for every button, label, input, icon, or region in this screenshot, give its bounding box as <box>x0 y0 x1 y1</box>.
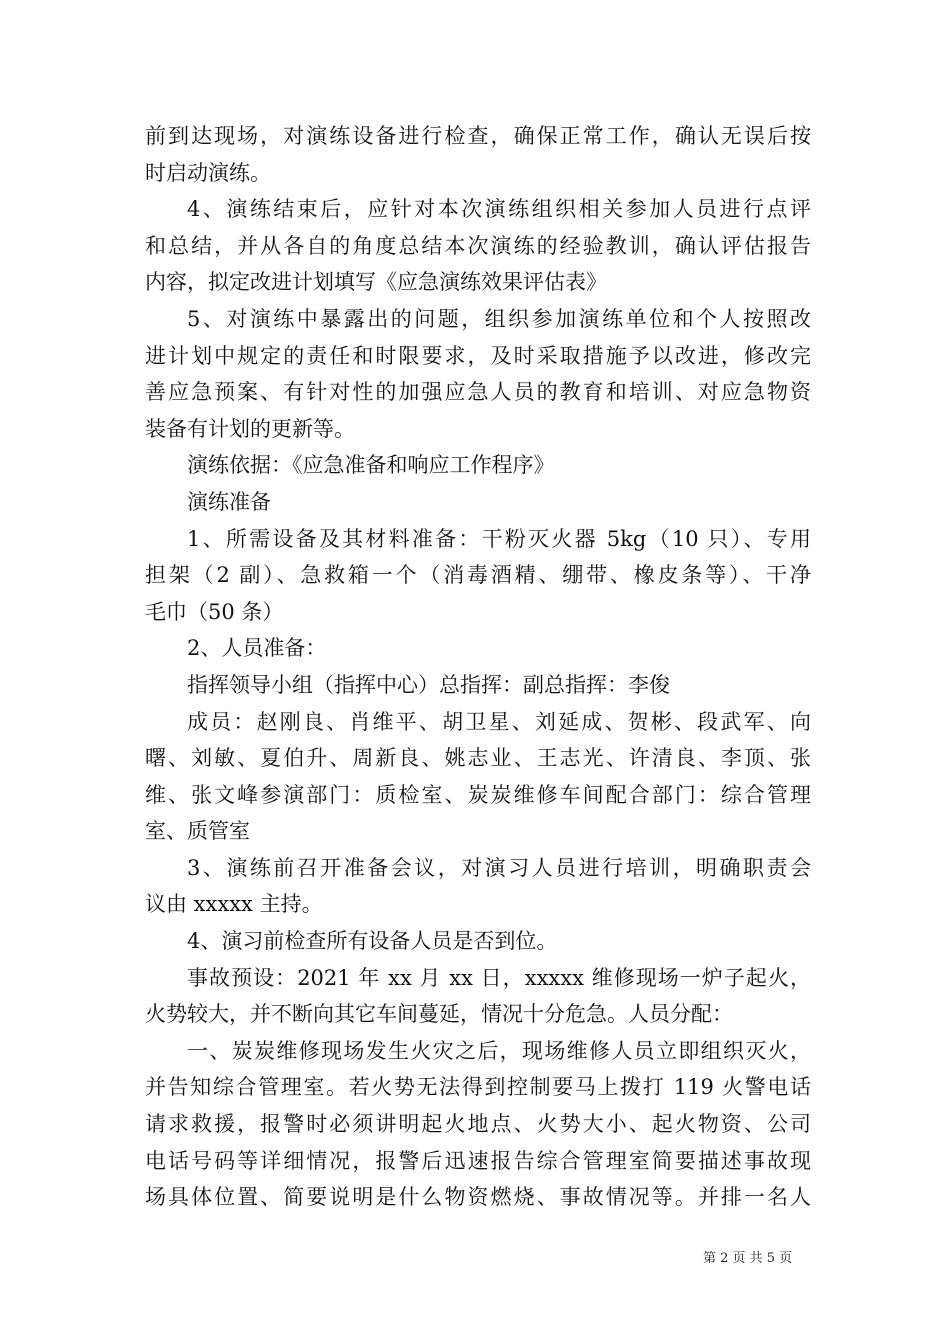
text-line: 请求救援，报警时必须讲明起火地点、火势大小、起火物资、公司 <box>145 1112 811 1137</box>
text-line: 装备有计划的更新等。 <box>145 416 355 441</box>
text-line: 指挥领导小组（指挥中心）总指挥：副总指挥：李俊 <box>187 672 670 697</box>
text-line: 和总结，并从各自的角度总结本次演练的经验教训，确认评估报告 <box>145 233 811 258</box>
text-line: 场具体位置、简要说明是什么物资燃烧、事故情况等。并排一名人 <box>145 1185 811 1210</box>
text-line: 议由 xxxxx 主持。 <box>145 892 323 917</box>
text-line: 担架（2 副）、急救箱一个（消毒酒精、绷带、橡皮条等）、干净 <box>145 563 811 588</box>
text-line: 2、人员准备： <box>187 636 327 661</box>
text-line: 4、演习前检查所有设备人员是否到位。 <box>187 929 558 954</box>
page-indicator: 第 2 页 共 5 页 <box>703 1251 793 1266</box>
text-line: 善应急预案、有针对性的加强应急人员的教育和培训、对应急物资 <box>145 380 811 405</box>
text-line: 4、演练结束后，应针对本次演练组织相关参加人员进行点评 <box>187 197 811 222</box>
text-line: 室、质管室 <box>145 819 250 844</box>
text-line: 5、对演练中暴露出的问题，组织参加演练单位和个人按照改 <box>187 306 811 331</box>
section-heading: 演练准备 <box>187 489 271 514</box>
text-line: 内容，拟定改进计划填写《应急演练效果评估表》 <box>145 270 607 295</box>
text-line: 演练依据：《应急准备和响应工作程序》 <box>187 453 555 478</box>
text-line: 火势较大，并不断向其它车间蔓延，情况十分危急。人员分配： <box>145 1002 733 1027</box>
text-line: 电话号码等详细情况，报警后迅速报告综合管理室简要描述事故现 <box>145 1148 811 1173</box>
text-line: 时启动演练。 <box>145 160 271 185</box>
text-line: 进计划中规定的责任和时限要求，及时采取措施予以改进，修改完 <box>145 343 811 368</box>
text-line: 一、炭炭维修现场发生火灾之后，现场维修人员立即组织灭火， <box>187 1038 811 1063</box>
text-line: 成员：赵刚良、肖维平、胡卫星、刘延成、贺彬、段武军、向 <box>187 709 811 734</box>
text-line: 并告知综合管理室。若火势无法得到控制要马上拨打 119 火警电话 <box>145 1075 811 1100</box>
text-line: 曙、刘敏、夏伯升、周新良、姚志业、王志光、许清良、李顶、张 <box>145 746 811 771</box>
text-line: 前到达现场，对演练设备进行检查，确保正常工作，确认无误后按 <box>145 124 811 148</box>
text-line: 毛巾（50 条） <box>145 599 284 624</box>
text-line: 事故预设：2021 年 xx 月 xx 日，xxxxx 维修现场一炉子起火， <box>187 965 811 990</box>
document-body <box>145 118 811 1216</box>
text-line: 维、张文峰参演部门：质检室、炭炭维修车间配合部门：综合管理 <box>145 782 811 807</box>
text-line: 3、演练前召开准备会议，对演习人员进行培训，明确职责会 <box>187 855 811 880</box>
text-line: 1、所需设备及其材料准备：干粉灭火器 5kg（10 只）、专用 <box>187 526 811 551</box>
